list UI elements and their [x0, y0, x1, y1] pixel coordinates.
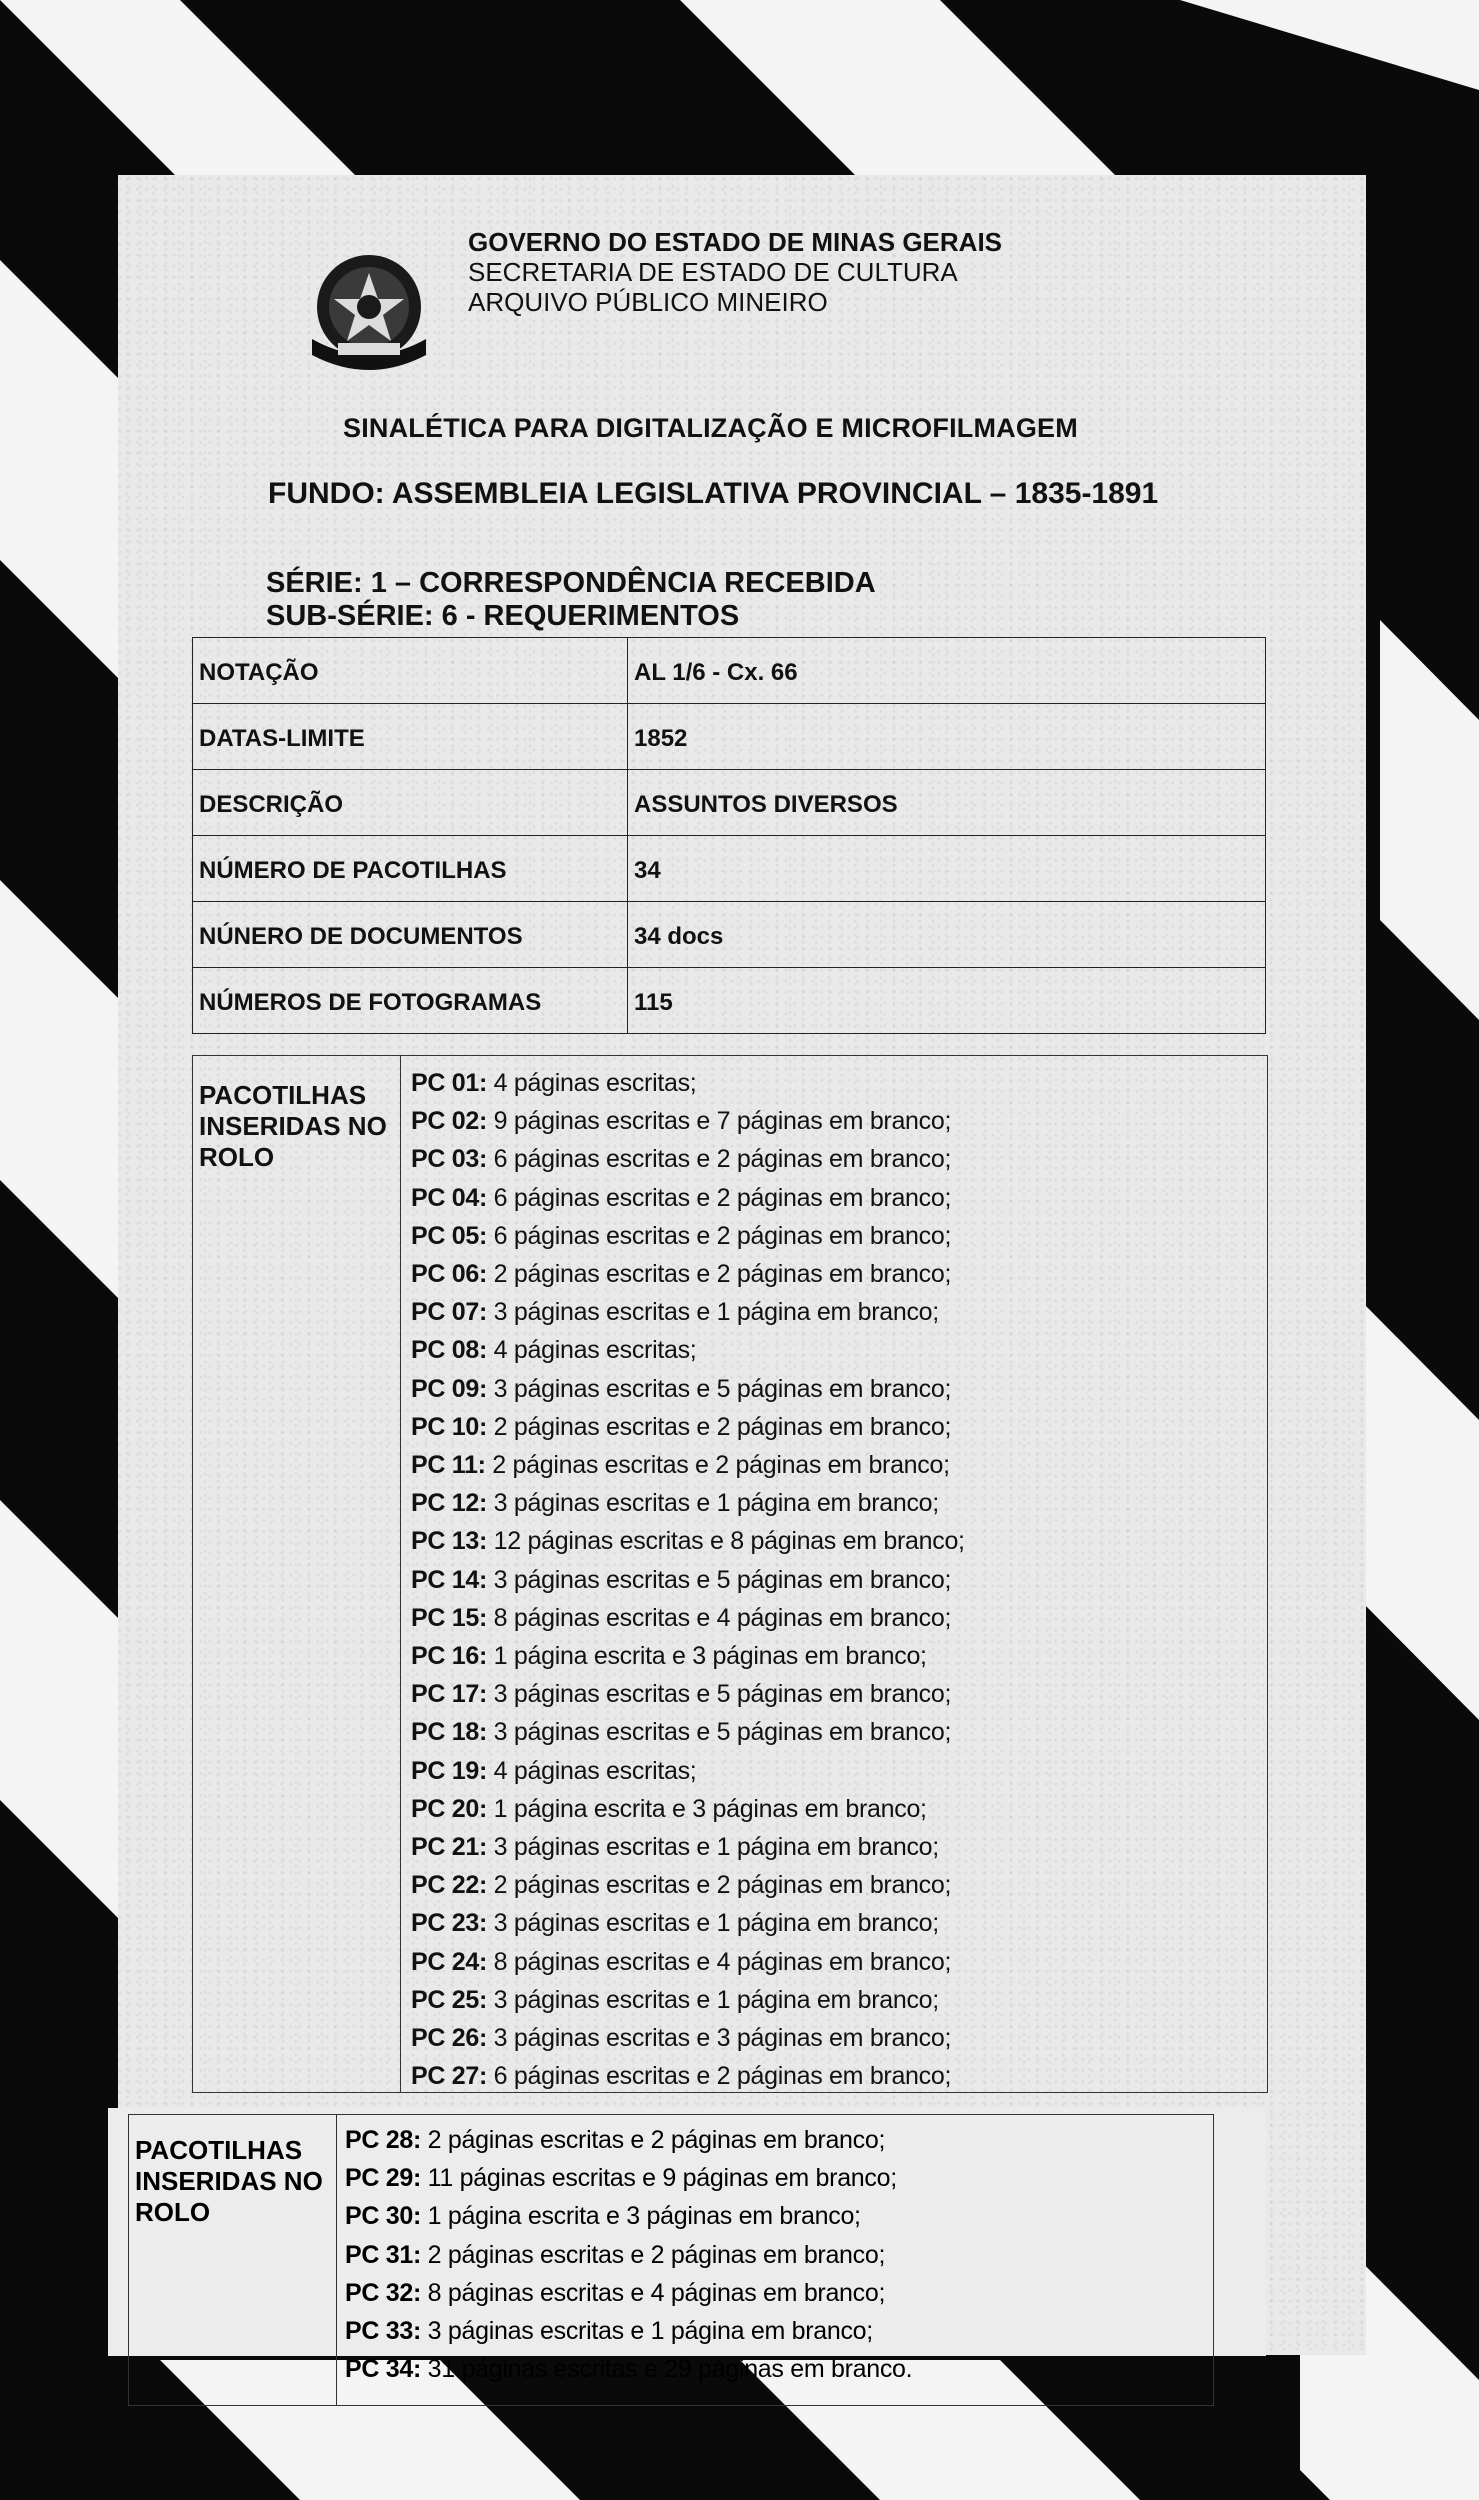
pacotilha-description: 6 páginas escritas e 2 páginas em branco;	[493, 1221, 952, 1250]
list-item	[411, 1943, 965, 1981]
pacotilha-code: PC 27:	[411, 2062, 488, 2091]
pacotilha-code: PC 10:	[411, 1412, 488, 1441]
pacotilha-code: PC 31:	[345, 2240, 422, 2269]
pacotilhas-box-2	[128, 2114, 1214, 2406]
pacotilha-description: 8 páginas escritas e 4 páginas em branco;	[427, 2278, 886, 2307]
pacotilha-code: PC 19:	[411, 1756, 488, 1785]
pacotilha-description: 3 páginas escritas e 1 página em branco;	[493, 1909, 939, 1938]
pacotilha-description: 4 páginas escritas;	[493, 1756, 697, 1785]
pacotilha-description: 4 páginas escritas;	[493, 1069, 697, 1097]
table-row	[193, 770, 1266, 836]
pacotilha-description: 3 páginas escritas e 1 página em branco;	[493, 1985, 939, 2014]
list-item	[411, 1828, 965, 1866]
pacotilha-code: PC 24:	[411, 1947, 488, 1976]
pacotilha-description: 2 páginas escritas e 2 páginas em branco;	[493, 1412, 952, 1441]
metadata-value: 115	[628, 968, 1266, 1034]
list-item	[411, 1561, 965, 1599]
list-item	[345, 2236, 912, 2274]
pacotilha-description: 2 páginas escritas e 2 páginas em branco;	[493, 1260, 952, 1289]
pacotilhas-list	[336, 2115, 912, 2405]
list-item	[411, 1255, 965, 1293]
list-item	[411, 1140, 965, 1178]
pacotilha-description: 3 páginas escritas e 1 página em branco;	[493, 1298, 939, 1327]
pacotilha-description: 8 páginas escritas e 4 páginas em branco;	[493, 1947, 952, 1976]
pacotilha-code: PC 04:	[411, 1183, 488, 1212]
pacotilha-description: 2 páginas escritas e 2 páginas em branco;	[427, 2126, 886, 2154]
pacotilha-code: PC 21:	[411, 1833, 488, 1862]
pacotilha-code: PC 05:	[411, 1221, 488, 1250]
table-row	[193, 968, 1266, 1034]
list-item	[411, 1637, 965, 1675]
list-item	[411, 1064, 965, 1102]
table-row	[193, 902, 1266, 968]
serie-heading: SÉRIE: 1 – CORRESPONDÊNCIA RECEBIDA	[266, 567, 876, 599]
pacotilha-description: 1 página escrita e 3 páginas em branco;	[427, 2202, 861, 2231]
pacotilha-description: 3 páginas escritas e 5 páginas em branco;	[493, 1565, 952, 1594]
pacotilha-code: PC 23:	[411, 1909, 488, 1938]
list-item	[411, 1446, 965, 1484]
list-item	[411, 1370, 965, 1408]
pacotilha-code: PC 14:	[411, 1565, 488, 1594]
list-item	[345, 2350, 912, 2388]
table-row	[193, 836, 1266, 902]
metadata-value: 34 docs	[628, 902, 1266, 968]
pacotilha-code: PC 26:	[411, 2024, 488, 2053]
page-title: SINALÉTICA PARA DIGITALIZAÇÃO E MICROFILMAGEM	[343, 413, 1078, 443]
pacotilha-code: PC 06:	[411, 1260, 488, 1289]
pacotilha-description: 6 páginas escritas e 2 páginas em branco;	[493, 2062, 952, 2091]
minas-gerais-seal-icon	[298, 243, 440, 385]
pacotilha-code: PC 22:	[411, 1871, 488, 1900]
pacotilha-code: PC 32:	[345, 2278, 422, 2307]
pacotilha-description: 9 páginas escritas e 7 páginas em branco;	[493, 1107, 952, 1136]
metadata-value: AL 1/6 - Cx. 66	[628, 638, 1266, 704]
list-item	[411, 1179, 965, 1217]
pacotilha-description: 2 páginas escritas e 2 páginas em branco;	[493, 1871, 952, 1900]
list-item	[345, 2274, 912, 2312]
pacotilha-description: 6 páginas escritas e 2 páginas em branco;	[493, 1145, 952, 1174]
metadata-value: 34	[628, 836, 1266, 902]
pacotilha-code: PC 07:	[411, 1298, 488, 1327]
pacotilha-description: 3 páginas escritas e 1 página em branco;	[427, 2317, 873, 2346]
list-item	[411, 1102, 965, 1140]
list-item	[411, 2057, 965, 2095]
pacotilha-code: PC 34:	[345, 2355, 422, 2384]
metadata-label: NOTAÇÃO	[193, 638, 628, 704]
pacotilhas-label	[199, 1080, 387, 1173]
list-item	[411, 1866, 965, 1904]
pacotilha-code: PC 30:	[345, 2202, 422, 2231]
pacotilha-description: 3 páginas escritas e 1 página em branco;	[493, 1489, 939, 1518]
list-item	[411, 1522, 965, 1560]
table-row	[193, 638, 1266, 704]
pacotilha-code: PC 17:	[411, 1680, 488, 1709]
table-row	[193, 704, 1266, 770]
pacotilha-code: PC 20:	[411, 1794, 488, 1823]
metadata-label: DATAS-LIMITE	[193, 704, 628, 770]
metadata-label: NÚNERO DE DOCUMENTOS	[193, 902, 628, 968]
pacotilha-description: 3 páginas escritas e 1 página em branco;	[493, 1833, 939, 1862]
label-line: ROLO	[199, 1142, 275, 1172]
list-item	[345, 2121, 912, 2159]
pacotilha-description: 11 páginas escritas e 9 páginas em branco;	[427, 2164, 897, 2193]
pacotilha-description: 2 páginas escritas e 2 páginas em branco;	[492, 1451, 950, 1480]
subserie-heading: SUB-SÉRIE: 6 - REQUERIMENTOS	[266, 600, 740, 632]
list-item	[411, 1293, 965, 1331]
list-item	[411, 1981, 965, 2019]
signage-sheet	[118, 175, 1366, 2355]
government-line: GOVERNO DO ESTADO DE MINAS GERAIS	[468, 227, 1003, 257]
list-item	[345, 2197, 912, 2235]
list-item	[411, 1599, 965, 1637]
pacotilha-description: 4 páginas escritas;	[493, 1336, 697, 1365]
list-item	[411, 1675, 965, 1713]
list-item	[411, 2019, 965, 2057]
list-item	[345, 2312, 912, 2350]
pacotilhas-box-1	[192, 1055, 1268, 2093]
pacotilha-code: PC 15:	[411, 1603, 488, 1632]
pacotilha-description: 1 página escrita e 3 páginas em branco;	[493, 1794, 927, 1823]
pacotilha-description: 12 páginas escritas e 8 páginas em branco;	[493, 1527, 965, 1556]
signage-sheet-continuation	[108, 2108, 1266, 2384]
pacotilha-code: PC 28:	[345, 2126, 422, 2154]
pacotilha-code: PC 01:	[411, 1069, 488, 1097]
pacotilha-description: 1 página escrita e 3 páginas em branco;	[493, 1642, 927, 1671]
list-item	[345, 2159, 912, 2197]
list-item	[411, 1904, 965, 1942]
secretariat-line: SECRETARIA DE ESTADO DE CULTURA	[468, 257, 958, 287]
label-line: PACOTILHAS	[199, 1080, 367, 1110]
pacotilha-code: PC 09:	[411, 1374, 488, 1403]
pacotilha-description: 2 páginas escritas e 2 páginas em branco;	[427, 2240, 886, 2269]
list-item	[411, 1713, 965, 1751]
label-line: INSERIDAS NO	[199, 1111, 387, 1141]
pacotilha-code: PC 29:	[345, 2164, 422, 2193]
pacotilhas-list	[400, 1056, 965, 2092]
list-item	[411, 1408, 965, 1446]
pacotilha-description: 3 páginas escritas e 5 páginas em branco;	[493, 1680, 952, 1709]
label-line: INSERIDAS NO	[135, 2166, 323, 2196]
pacotilha-description: 8 páginas escritas e 4 páginas em branco;	[493, 1603, 952, 1632]
pacotilha-code: PC 12:	[411, 1489, 488, 1518]
metadata-value: 1852	[628, 704, 1266, 770]
pacotilha-description: 3 páginas escritas e 5 páginas em branco;	[493, 1374, 952, 1403]
fundo-heading: FUNDO: ASSEMBLEIA LEGISLATIVA PROVINCIAL – 1835-1891	[268, 477, 1159, 510]
metadata-table	[192, 637, 1266, 1034]
list-item	[411, 1484, 965, 1522]
metadata-label: NÚMEROS DE FOTOGRAMAS	[193, 968, 628, 1034]
pacotilha-description: 3 páginas escritas e 3 páginas em branco;	[493, 2024, 952, 2053]
institution-header	[298, 227, 1003, 385]
pacotilha-code: PC 16:	[411, 1642, 488, 1671]
pacotilha-code: PC 18:	[411, 1718, 488, 1747]
pacotilha-code: PC 03:	[411, 1145, 488, 1174]
metadata-label: DESCRIÇÃO	[193, 770, 628, 836]
pacotilha-code: PC 13:	[411, 1527, 488, 1556]
pacotilha-description: 6 páginas escritas e 2 páginas em branco;	[493, 1183, 952, 1212]
list-item	[411, 1331, 965, 1369]
list-item	[411, 1752, 965, 1790]
series-block	[266, 567, 876, 633]
metadata-label: NÚMERO DE PACOTILHAS	[193, 836, 628, 902]
list-item	[411, 1790, 965, 1828]
metadata-value: ASSUNTOS DIVERSOS	[628, 770, 1266, 836]
pacotilha-description: 31 páginas escritas e 29 páginas em branco.	[427, 2355, 913, 2384]
archive-line: ARQUIVO PÚBLICO MINEIRO	[468, 287, 828, 317]
pacotilha-description: 3 páginas escritas e 5 páginas em branco;	[493, 1718, 952, 1747]
pacotilha-code: PC 25:	[411, 1985, 488, 2014]
pacotilha-code: PC 33:	[345, 2317, 422, 2346]
label-line: PACOTILHAS	[135, 2135, 303, 2165]
pacotilha-code: PC 08:	[411, 1336, 488, 1365]
label-line: ROLO	[135, 2197, 211, 2227]
pacotilha-code: PC 11:	[411, 1451, 486, 1480]
list-item	[411, 1217, 965, 1255]
pacotilha-code: PC 02:	[411, 1107, 488, 1136]
pacotilhas-label	[135, 2135, 323, 2228]
